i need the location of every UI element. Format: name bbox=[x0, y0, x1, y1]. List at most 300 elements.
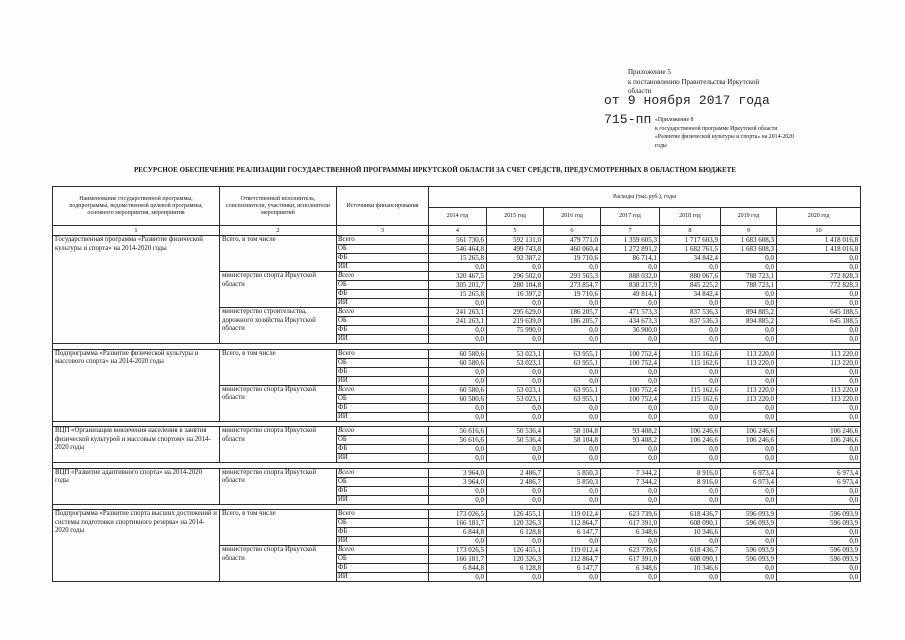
value-cell: 894 885,2 bbox=[721, 317, 777, 326]
funding-source-cell: ФБ bbox=[337, 486, 429, 495]
value-cell: 0,0 bbox=[544, 445, 601, 454]
funding-source-cell: ФБ bbox=[337, 445, 429, 454]
value-cell: 0,0 bbox=[429, 335, 487, 344]
value-cell: 8 916,0 bbox=[660, 477, 721, 486]
value-cell: 0,0 bbox=[777, 454, 861, 463]
value-cell: 320 467,5 bbox=[429, 272, 487, 281]
value-cell: 173 026,5 bbox=[429, 546, 487, 555]
value-cell: 15 265,8 bbox=[429, 254, 487, 263]
value-cell: 0,0 bbox=[544, 376, 601, 385]
value-cell: 1 683 608,3 bbox=[721, 245, 777, 254]
value-cell: 0,0 bbox=[721, 299, 777, 308]
value-cell: 0,0 bbox=[487, 299, 544, 308]
value-cell: 2 486,7 bbox=[487, 477, 544, 486]
value-cell: 0,0 bbox=[777, 486, 861, 495]
value-cell: 100 752,4 bbox=[601, 385, 660, 394]
column-number: 8 bbox=[660, 226, 721, 236]
value-cell: 0,0 bbox=[721, 263, 777, 272]
column-number: 3 bbox=[337, 226, 429, 236]
value-cell: 0,0 bbox=[777, 335, 861, 344]
value-cell: 241 263,1 bbox=[429, 308, 487, 317]
value-cell: 618 436,7 bbox=[660, 510, 721, 519]
funding-source-cell: ОБ bbox=[337, 519, 429, 528]
column-number: 1 bbox=[53, 226, 220, 236]
value-cell: 1 683 608,3 bbox=[721, 236, 777, 245]
executor-cell: Всего, в том числе bbox=[220, 236, 337, 272]
funding-source-cell: ОБ bbox=[337, 358, 429, 367]
value-cell: 295 629,0 bbox=[487, 308, 544, 317]
value-cell: 0,0 bbox=[487, 403, 544, 412]
program-name-cell: Подпрограмма «Развитие спорта высших достижений и системы подготовки спортивного резерва» на 2014-2020 годы bbox=[53, 510, 220, 582]
value-cell: 2 486,7 bbox=[487, 468, 544, 477]
value-cell: 561 730,6 bbox=[429, 236, 487, 245]
header-year: 2017 год bbox=[601, 208, 660, 226]
value-cell: 596 093,9 bbox=[721, 510, 777, 519]
value-cell: 106 246,6 bbox=[721, 436, 777, 445]
funding-source-cell: ИИ bbox=[337, 376, 429, 385]
value-cell: 186 205,7 bbox=[544, 308, 601, 317]
value-cell: 0,0 bbox=[660, 263, 721, 272]
value-cell: 0,0 bbox=[601, 495, 660, 504]
value-cell: 8 916,0 bbox=[660, 468, 721, 477]
program-name-cell: Подпрограмма «Развитие физической культуры и массового спорта» на 2014-2020 годы bbox=[53, 349, 220, 421]
value-cell: 50 536,4 bbox=[487, 427, 544, 436]
value-cell: 596 093,9 bbox=[721, 555, 777, 564]
value-cell: 15 265,8 bbox=[429, 290, 487, 299]
value-cell: 34 842,4 bbox=[660, 290, 721, 299]
header-executor: Ответственный исполнитель, соисполнители, участники, исполнители мероприятий bbox=[220, 187, 337, 226]
value-cell: 0,0 bbox=[777, 495, 861, 504]
value-cell: 6 147,7 bbox=[544, 564, 601, 573]
value-cell: 623 739,6 bbox=[601, 510, 660, 519]
funding-source-cell: ФБ bbox=[337, 367, 429, 376]
value-cell: 58 104,8 bbox=[544, 436, 601, 445]
value-cell: 0,0 bbox=[601, 486, 660, 495]
value-cell: 888 032,0 bbox=[601, 272, 660, 281]
value-cell: 5 850,3 bbox=[544, 477, 601, 486]
value-cell: 0,0 bbox=[660, 486, 721, 495]
value-cell: 63 955,1 bbox=[544, 385, 601, 394]
value-cell: 596 093,9 bbox=[777, 546, 861, 555]
value-cell: 0,0 bbox=[601, 335, 660, 344]
value-cell: 0,0 bbox=[721, 528, 777, 537]
value-cell: 617 391,0 bbox=[601, 555, 660, 564]
header-program-name: Наименование государственной программы, подпрограммы, ведомственной целевой программы, основного мероприятия, мероприятия bbox=[53, 187, 220, 226]
value-cell: 499 743,8 bbox=[487, 245, 544, 254]
header-year: 2020 год bbox=[777, 208, 861, 226]
funding-source-cell: ИИ bbox=[337, 495, 429, 504]
executor-cell: министерство спорта Иркутской области bbox=[220, 385, 337, 421]
value-cell: 6 147,7 bbox=[544, 528, 601, 537]
value-cell: 120 326,3 bbox=[487, 519, 544, 528]
value-cell: 0,0 bbox=[660, 445, 721, 454]
value-cell: 6 348,6 bbox=[601, 564, 660, 573]
value-cell: 608 090,1 bbox=[660, 555, 721, 564]
value-cell: 0,0 bbox=[601, 412, 660, 421]
value-cell: 92 387,2 bbox=[487, 254, 544, 263]
value-cell: 93 408,2 bbox=[601, 436, 660, 445]
value-cell: 106 246,6 bbox=[777, 427, 861, 436]
value-cell: 113 220,0 bbox=[721, 349, 777, 358]
value-cell: 63 955,1 bbox=[544, 349, 601, 358]
value-cell: 0,0 bbox=[544, 412, 601, 421]
value-cell: 0,0 bbox=[487, 486, 544, 495]
funding-source-cell: ИИ bbox=[337, 263, 429, 272]
executor-cell: Всего, в том числе bbox=[220, 349, 337, 385]
value-cell: 115 162,6 bbox=[660, 394, 721, 403]
value-cell: 173 026,5 bbox=[429, 510, 487, 519]
funding-source-cell: ОБ bbox=[337, 436, 429, 445]
table-row bbox=[53, 236, 861, 245]
value-cell: 0,0 bbox=[544, 299, 601, 308]
value-cell: 0,0 bbox=[601, 299, 660, 308]
value-cell: 0,0 bbox=[487, 537, 544, 546]
value-cell: 63 955,1 bbox=[544, 358, 601, 367]
value-cell: 0,0 bbox=[487, 495, 544, 504]
value-cell: 166 181,7 bbox=[429, 555, 487, 564]
value-cell: 86 714,1 bbox=[601, 254, 660, 263]
value-cell: 0,0 bbox=[777, 445, 861, 454]
value-cell: 186 205,7 bbox=[544, 317, 601, 326]
value-cell: 0,0 bbox=[777, 254, 861, 263]
value-cell: 479 771,0 bbox=[544, 236, 601, 245]
funding-source-cell: ИИ bbox=[337, 537, 429, 546]
executor-cell: министерство спорта Иркутской области bbox=[220, 427, 337, 463]
value-cell: 10 346,6 bbox=[660, 564, 721, 573]
value-cell: 645 188,5 bbox=[777, 317, 861, 326]
value-cell: 0,0 bbox=[777, 263, 861, 272]
value-cell: 0,0 bbox=[544, 537, 601, 546]
header-year: 2019 год bbox=[721, 208, 777, 226]
funding-source-cell: Всего bbox=[337, 236, 429, 245]
value-cell: 0,0 bbox=[487, 335, 544, 344]
table-body bbox=[53, 236, 861, 582]
value-cell: 0,0 bbox=[721, 537, 777, 546]
value-cell: 0,0 bbox=[660, 537, 721, 546]
value-cell: 0,0 bbox=[721, 326, 777, 335]
value-cell: 53 023,1 bbox=[487, 358, 544, 367]
funding-source-cell: Всего bbox=[337, 468, 429, 477]
funding-source-cell: ФБ bbox=[337, 326, 429, 335]
value-cell: 617 391,0 bbox=[601, 519, 660, 528]
value-cell: 0,0 bbox=[721, 412, 777, 421]
value-cell: 0,0 bbox=[601, 376, 660, 385]
value-cell: 0,0 bbox=[429, 412, 487, 421]
value-cell: 0,0 bbox=[429, 326, 487, 335]
value-cell: 112 864,7 bbox=[544, 555, 601, 564]
value-cell: 1 272 891,2 bbox=[601, 245, 660, 254]
value-cell: 618 436,7 bbox=[660, 546, 721, 555]
value-cell: 0,0 bbox=[487, 263, 544, 272]
value-cell: 106 246,6 bbox=[721, 427, 777, 436]
value-cell: 115 162,6 bbox=[660, 349, 721, 358]
value-cell: 119 012,4 bbox=[544, 546, 601, 555]
executor-cell: министерство строительства, дорожного хозяйства Иркутской области bbox=[220, 308, 337, 344]
header-funding-source: Источники финансирования bbox=[337, 187, 429, 226]
value-cell: 0,0 bbox=[660, 573, 721, 582]
funding-source-cell: ОБ bbox=[337, 477, 429, 486]
header-row bbox=[53, 187, 861, 208]
value-cell: 106 246,6 bbox=[660, 427, 721, 436]
value-cell: 0,0 bbox=[601, 445, 660, 454]
value-cell: 60 580,6 bbox=[429, 349, 487, 358]
executor-cell: Всего, в том числе bbox=[220, 510, 337, 546]
column-number: 2 bbox=[220, 226, 337, 236]
value-cell: 0,0 bbox=[544, 454, 601, 463]
executor-cell: министерство спорта Иркутской области bbox=[220, 272, 337, 308]
program-appendix-line: к государственной программе Иркутской области bbox=[655, 125, 778, 132]
value-cell: 0,0 bbox=[601, 263, 660, 272]
value-cell: 7 344,2 bbox=[601, 477, 660, 486]
value-cell: 1 717 603,9 bbox=[660, 236, 721, 245]
value-cell: 6 844,8 bbox=[429, 564, 487, 573]
column-number: 7 bbox=[601, 226, 660, 236]
value-cell: 280 104,8 bbox=[487, 281, 544, 290]
appendix-line: области bbox=[628, 87, 652, 95]
executor-cell: министерство спорта Иркутской области bbox=[220, 468, 337, 504]
program-appendix-block bbox=[655, 116, 794, 150]
value-cell: 6 973,4 bbox=[721, 468, 777, 477]
value-cell: 6 128,8 bbox=[487, 528, 544, 537]
value-cell: 596 093,9 bbox=[721, 519, 777, 528]
value-cell: 0,0 bbox=[487, 376, 544, 385]
funding-source-cell: ИИ bbox=[337, 454, 429, 463]
column-number: 6 bbox=[544, 226, 601, 236]
value-cell: 592 131,0 bbox=[487, 236, 544, 245]
value-cell: 273 854,7 bbox=[544, 281, 601, 290]
value-cell: 837 536,3 bbox=[660, 317, 721, 326]
value-cell: 6 973,4 bbox=[721, 477, 777, 486]
program-appendix-line: «Развитие физической культуры и спорта» на 2014-2020 bbox=[655, 134, 794, 140]
value-cell: 60 580,6 bbox=[429, 385, 487, 394]
document-title: РЕСУРСНОЕ ОБЕСПЕЧЕНИЕ РЕАЛИЗАЦИИ ГОСУДАРСТВЕННОЙ ПРОГРАММЫ ИРКУТСКОЙ ОБЛАСТИ ЗА СЧЕТ СРЕДСТВ, ПРЕДУСМОТРЕННЫХ В ОБЛАСТНОМ БЮДЖЕТЕ bbox=[134, 167, 736, 174]
value-cell: 471 573,3 bbox=[601, 308, 660, 317]
value-cell: 788 723,1 bbox=[721, 281, 777, 290]
funding-source-cell: ОБ bbox=[337, 394, 429, 403]
value-cell: 50 536,4 bbox=[487, 436, 544, 445]
value-cell: 596 093,9 bbox=[777, 555, 861, 564]
value-cell: 0,0 bbox=[777, 326, 861, 335]
value-cell: 0,0 bbox=[721, 403, 777, 412]
value-cell: 56 616,6 bbox=[429, 427, 487, 436]
value-cell: 0,0 bbox=[544, 486, 601, 495]
value-cell: 113 220,0 bbox=[777, 358, 861, 367]
value-cell: 0,0 bbox=[544, 495, 601, 504]
funding-source-cell: ОБ bbox=[337, 281, 429, 290]
value-cell: 0,0 bbox=[429, 537, 487, 546]
value-cell: 6 973,4 bbox=[777, 468, 861, 477]
value-cell: 894 885,2 bbox=[721, 308, 777, 317]
value-cell: 100 752,4 bbox=[601, 349, 660, 358]
value-cell: 0,0 bbox=[544, 326, 601, 335]
value-cell: 3 964,0 bbox=[429, 468, 487, 477]
value-cell: 596 093,9 bbox=[721, 546, 777, 555]
value-cell: 0,0 bbox=[429, 573, 487, 582]
header-year: 2014 год bbox=[429, 208, 487, 226]
funding-source-cell: Всего bbox=[337, 510, 429, 519]
value-cell: 0,0 bbox=[660, 376, 721, 385]
value-cell: 546 464,8 bbox=[429, 245, 487, 254]
value-cell: 0,0 bbox=[429, 486, 487, 495]
value-cell: 596 093,9 bbox=[777, 519, 861, 528]
funding-source-cell: ОБ bbox=[337, 317, 429, 326]
resolution-number: 715-пп bbox=[604, 112, 652, 127]
funding-source-cell: Всего bbox=[337, 272, 429, 281]
value-cell: 0,0 bbox=[429, 367, 487, 376]
value-cell: 1 682 761,5 bbox=[660, 245, 721, 254]
value-cell: 10 346,6 bbox=[660, 528, 721, 537]
value-cell: 845 225,2 bbox=[660, 281, 721, 290]
value-cell: 0,0 bbox=[429, 445, 487, 454]
value-cell: 6 844,8 bbox=[429, 528, 487, 537]
funding-source-cell: Всего bbox=[337, 385, 429, 394]
value-cell: 0,0 bbox=[660, 335, 721, 344]
value-cell: 0,0 bbox=[429, 403, 487, 412]
value-cell: 113 220,0 bbox=[721, 358, 777, 367]
value-cell: 0,0 bbox=[544, 403, 601, 412]
value-cell: 0,0 bbox=[660, 403, 721, 412]
value-cell: 0,0 bbox=[487, 573, 544, 582]
column-numbers-row bbox=[53, 226, 861, 236]
value-cell: 0,0 bbox=[601, 537, 660, 546]
value-cell: 49 814,1 bbox=[601, 290, 660, 299]
table-row bbox=[53, 510, 861, 519]
value-cell: 113 220,0 bbox=[721, 385, 777, 394]
header-year: 2018 год bbox=[660, 208, 721, 226]
value-cell: 36 900,0 bbox=[601, 326, 660, 335]
value-cell: 0,0 bbox=[777, 564, 861, 573]
value-cell: 3 964,0 bbox=[429, 477, 487, 486]
value-cell: 0,0 bbox=[777, 367, 861, 376]
program-name-cell: ВЦП «Организация вовлечения населения в занятия физической культурой и массовым спортом» на 2014-2020 годы bbox=[53, 427, 220, 463]
funding-source-cell: ФБ bbox=[337, 528, 429, 537]
funding-source-cell: ИИ bbox=[337, 412, 429, 421]
value-cell: 93 408,2 bbox=[601, 427, 660, 436]
value-cell: 241 263,1 bbox=[429, 317, 487, 326]
value-cell: 19 710,6 bbox=[544, 290, 601, 299]
value-cell: 106 246,6 bbox=[777, 436, 861, 445]
funding-source-cell: Всего bbox=[337, 546, 429, 555]
funding-source-cell: ФБ bbox=[337, 564, 429, 573]
value-cell: 0,0 bbox=[777, 537, 861, 546]
value-cell: 113 220,0 bbox=[777, 385, 861, 394]
value-cell: 63 955,1 bbox=[544, 394, 601, 403]
value-cell: 880 067,6 bbox=[660, 272, 721, 281]
value-cell: 0,0 bbox=[660, 495, 721, 504]
value-cell: 0,0 bbox=[660, 299, 721, 308]
value-cell: 0,0 bbox=[721, 573, 777, 582]
column-number: 5 bbox=[487, 226, 544, 236]
value-cell: 113 220,0 bbox=[777, 349, 861, 358]
column-number: 9 bbox=[721, 226, 777, 236]
value-cell: 0,0 bbox=[721, 254, 777, 263]
value-cell: 53 023,1 bbox=[487, 385, 544, 394]
value-cell: 0,0 bbox=[601, 367, 660, 376]
value-cell: 0,0 bbox=[721, 454, 777, 463]
value-cell: 434 673,3 bbox=[601, 317, 660, 326]
value-cell: 6 348,6 bbox=[601, 528, 660, 537]
value-cell: 772 828,3 bbox=[777, 272, 861, 281]
value-cell: 0,0 bbox=[429, 454, 487, 463]
value-cell: 0,0 bbox=[601, 454, 660, 463]
table-row bbox=[53, 468, 861, 477]
value-cell: 56 616,6 bbox=[429, 436, 487, 445]
funding-source-cell: ФБ bbox=[337, 403, 429, 412]
value-cell: 0,0 bbox=[660, 454, 721, 463]
value-cell: 645 188,5 bbox=[777, 308, 861, 317]
value-cell: 100 752,4 bbox=[601, 358, 660, 367]
value-cell: 0,0 bbox=[721, 367, 777, 376]
value-cell: 0,0 bbox=[721, 486, 777, 495]
value-cell: 0,0 bbox=[487, 367, 544, 376]
value-cell: 0,0 bbox=[777, 299, 861, 308]
funding-source-cell: ОБ bbox=[337, 555, 429, 564]
value-cell: 58 104,8 bbox=[544, 427, 601, 436]
value-cell: 113 220,0 bbox=[721, 394, 777, 403]
value-cell: 838 217,9 bbox=[601, 281, 660, 290]
value-cell: 1 418 016,8 bbox=[777, 245, 861, 254]
value-cell: 16 397,2 bbox=[487, 290, 544, 299]
value-cell: 0,0 bbox=[487, 412, 544, 421]
value-cell: 120 326,3 bbox=[487, 555, 544, 564]
value-cell: 0,0 bbox=[777, 376, 861, 385]
value-cell: 53 023,1 bbox=[487, 394, 544, 403]
header-year: 2015 год bbox=[487, 208, 544, 226]
value-cell: 0,0 bbox=[487, 445, 544, 454]
value-cell: 126 455,1 bbox=[487, 510, 544, 519]
value-cell: 115 162,6 bbox=[660, 385, 721, 394]
value-cell: 296 502,0 bbox=[487, 272, 544, 281]
table-row bbox=[53, 427, 861, 436]
funding-source-cell: ФБ bbox=[337, 254, 429, 263]
value-cell: 60 580,6 bbox=[429, 358, 487, 367]
value-cell: 112 864,7 bbox=[544, 519, 601, 528]
funding-source-cell: ОБ bbox=[337, 245, 429, 254]
value-cell: 106 246,6 bbox=[660, 436, 721, 445]
value-cell: 0,0 bbox=[777, 403, 861, 412]
value-cell: 0,0 bbox=[777, 290, 861, 299]
value-cell: 119 012,4 bbox=[544, 510, 601, 519]
value-cell: 166 181,7 bbox=[429, 519, 487, 528]
value-cell: 305 201,7 bbox=[429, 281, 487, 290]
value-cell: 0,0 bbox=[487, 454, 544, 463]
column-number: 10 bbox=[777, 226, 861, 236]
table-row bbox=[53, 349, 861, 358]
appendix-title: Приложение 5 bbox=[628, 68, 671, 76]
value-cell: 0,0 bbox=[429, 263, 487, 272]
value-cell: 219 639,0 bbox=[487, 317, 544, 326]
value-cell: 0,0 bbox=[777, 528, 861, 537]
value-cell: 0,0 bbox=[721, 376, 777, 385]
value-cell: 293 565,3 bbox=[544, 272, 601, 281]
value-cell: 7 344,2 bbox=[601, 468, 660, 477]
value-cell: 0,0 bbox=[721, 564, 777, 573]
funding-source-cell: Всего bbox=[337, 349, 429, 358]
value-cell: 623 739,6 bbox=[601, 546, 660, 555]
value-cell: 19 710,6 bbox=[544, 254, 601, 263]
value-cell: 0,0 bbox=[721, 335, 777, 344]
value-cell: 0,0 bbox=[660, 326, 721, 335]
funding-source-cell: Всего bbox=[337, 427, 429, 436]
value-cell: 115 162,6 bbox=[660, 358, 721, 367]
header-expenses: Расходы (тыс.руб.), годы bbox=[429, 187, 861, 208]
value-cell: 0,0 bbox=[544, 573, 601, 582]
value-cell: 460 060,4 bbox=[544, 245, 601, 254]
value-cell: 34 842,4 bbox=[660, 254, 721, 263]
value-cell: 1 418 016,8 bbox=[777, 236, 861, 245]
value-cell: 0,0 bbox=[721, 290, 777, 299]
funding-source-cell: ИИ bbox=[337, 573, 429, 582]
